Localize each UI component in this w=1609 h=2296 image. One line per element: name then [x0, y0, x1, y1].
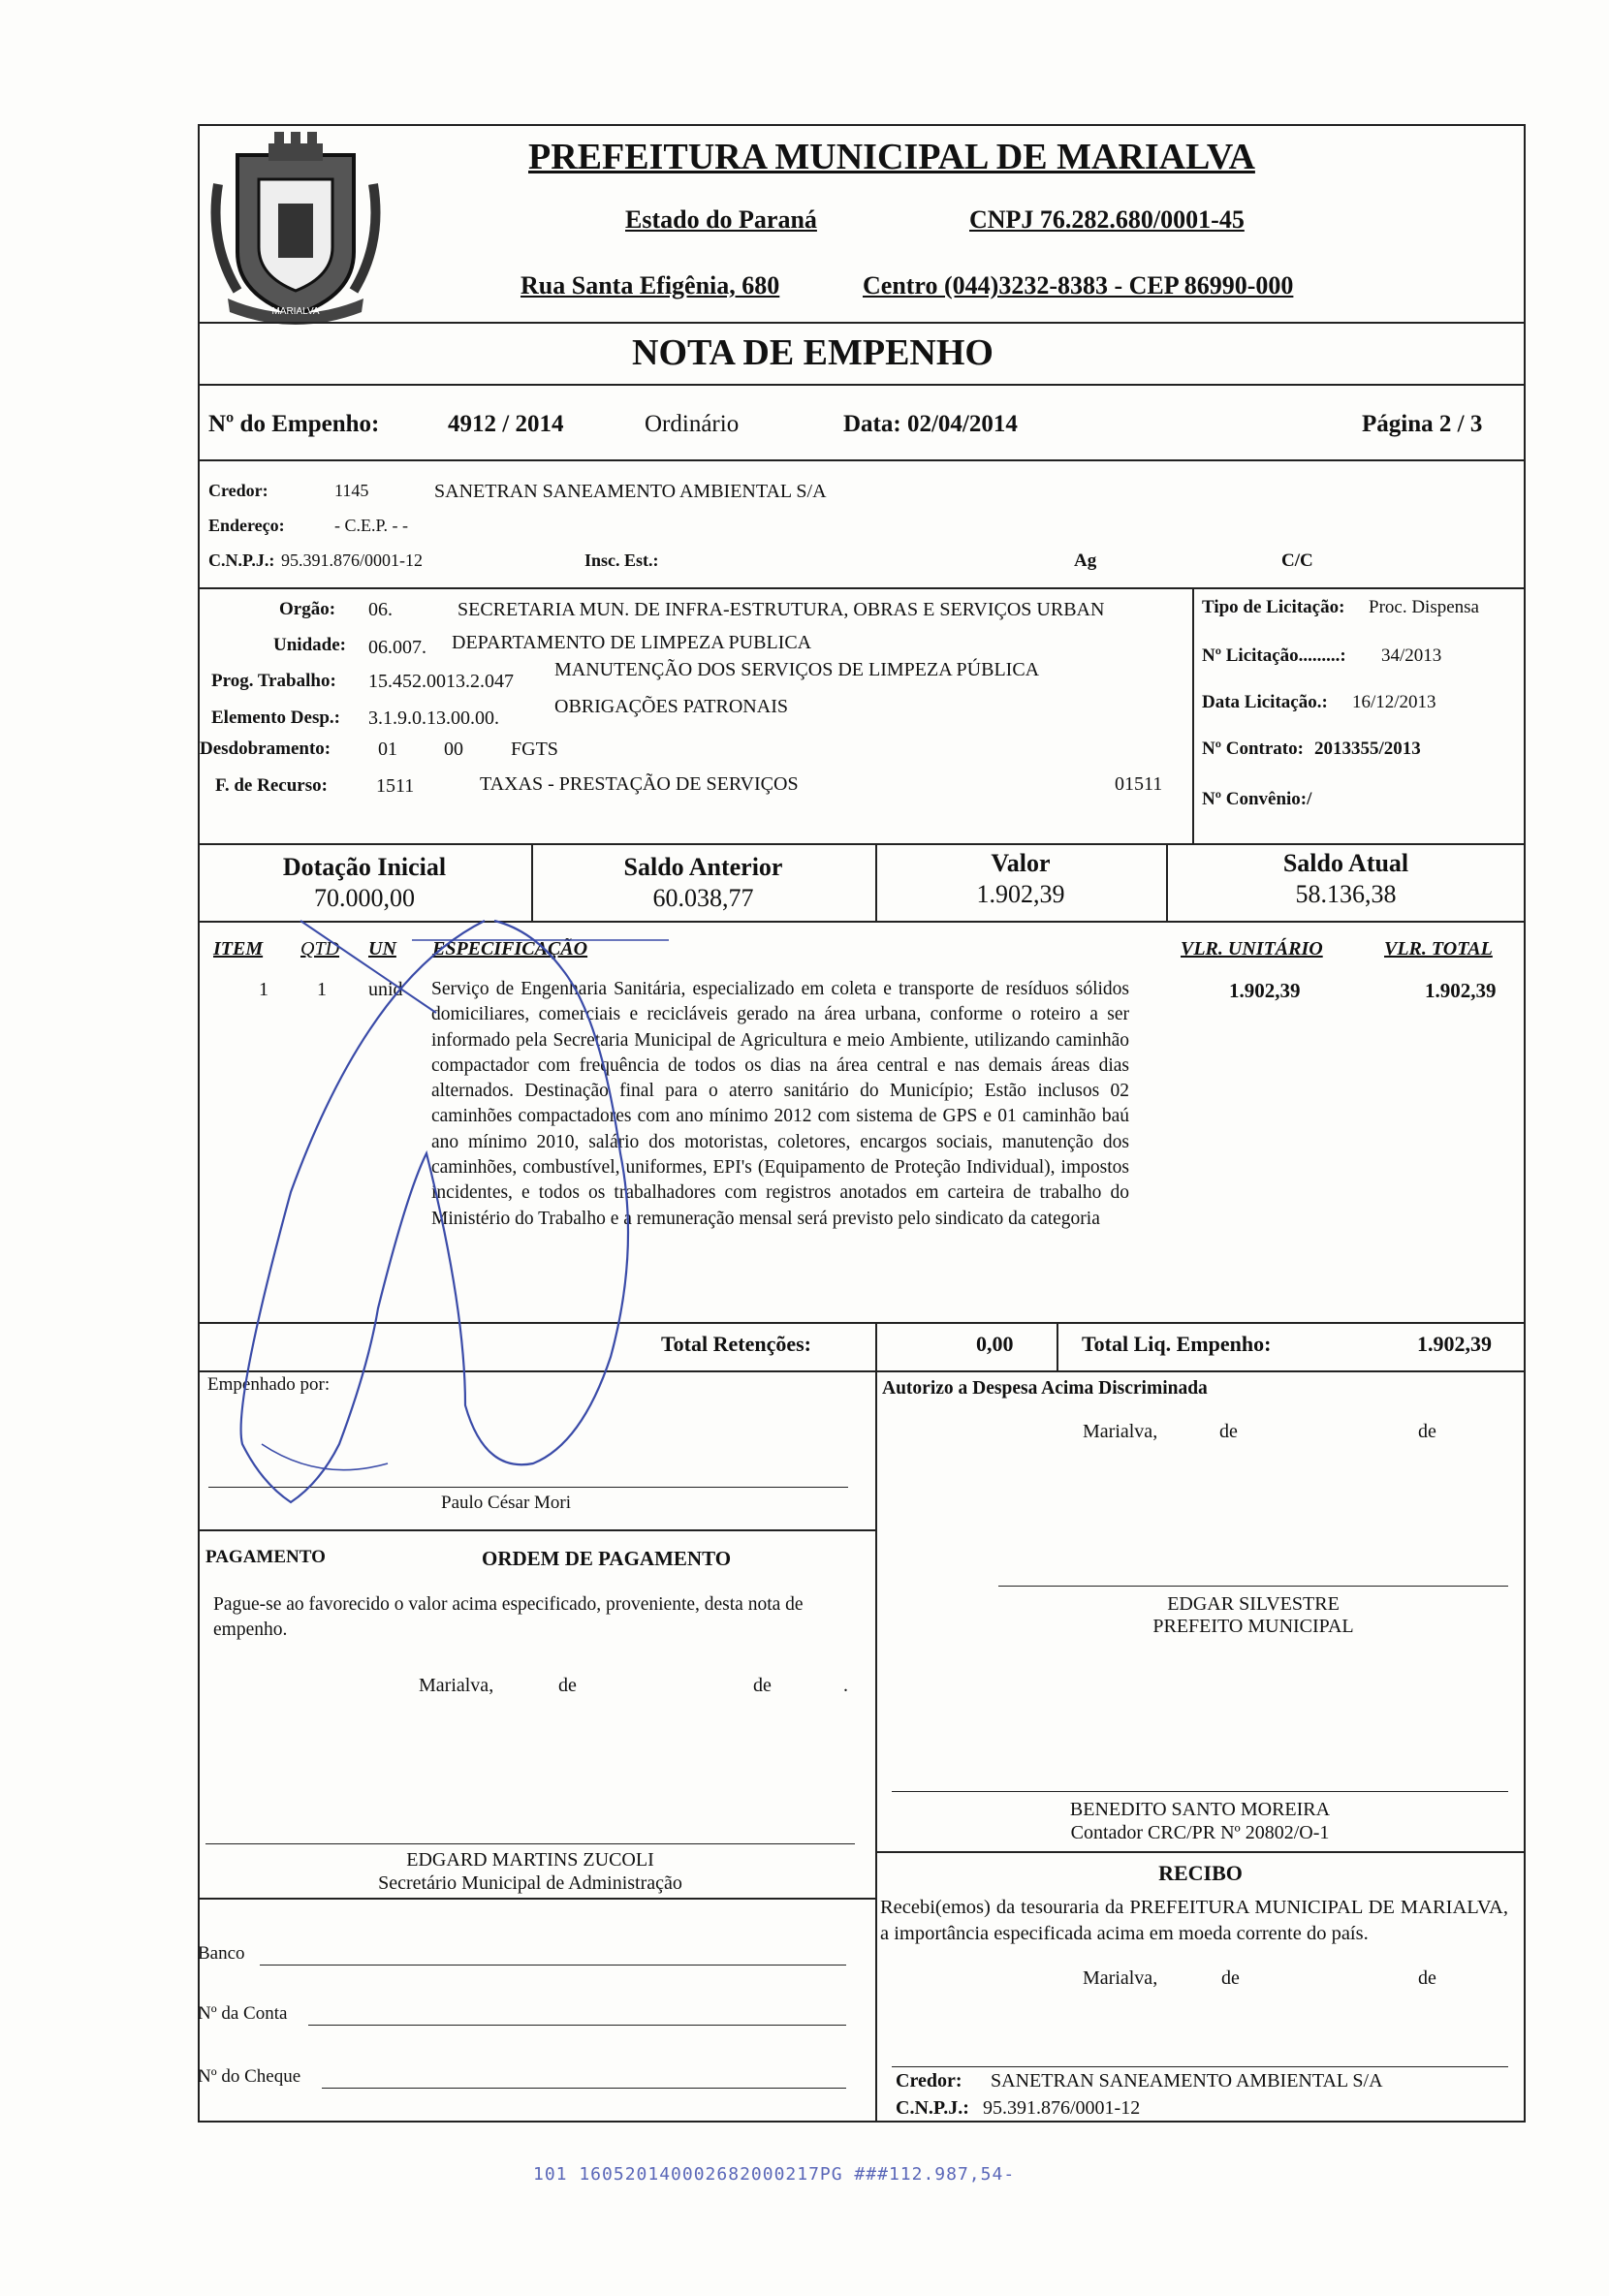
recibo-credor-value: SANETRAN SANEAMENTO AMBIENTAL S/A	[991, 2070, 1383, 2092]
cnpj-value: 95.391.876/0001-12	[281, 550, 423, 570]
pagamento-de2: de	[753, 1675, 772, 1696]
saldo-anterior-label: Saldo Anterior	[623, 853, 783, 881]
retencoes-value: 0,00	[976, 1332, 1014, 1356]
convenio-label: Nº Convênio:/	[1202, 789, 1312, 809]
ordem-pagamento-label: ORDEM DE PAGAMENTO	[482, 1547, 732, 1570]
desdob-name: FGTS	[511, 739, 558, 760]
header-address: Rua Santa Efigênia, 680	[521, 271, 780, 299]
credor-code: 1145	[334, 481, 369, 500]
autorizo-place: Marialva,	[1083, 1421, 1158, 1442]
item-vlr-unitario: 1.902,39	[1229, 979, 1301, 1002]
prog-label: Prog. Trabalho:	[211, 671, 336, 691]
tipo-licitacao-label: Tipo de Licitação:	[1202, 597, 1345, 617]
recibo-text: Recebi(emos) da tesouraria da PREFEITURA MUNICIPAL DE MARIALVA, a importância especificada acima em moeda corrente do país.	[880, 1897, 1508, 1944]
liq-label: Total Liq. Empenho:	[1082, 1332, 1272, 1356]
empenho-number: 4912 / 2014	[448, 411, 564, 437]
orgao-code: 06.	[368, 599, 393, 620]
recurso-label: F. de Recurso:	[215, 775, 328, 796]
credor-label: Credor:	[208, 481, 268, 500]
empenhado-name: Paulo César Mori	[441, 1493, 572, 1513]
tipo-licitacao-value: Proc. Dispensa	[1369, 597, 1479, 617]
document-title: NOTA DE EMPENHO	[632, 332, 994, 373]
empenhado-label: Empenhado por:	[207, 1374, 331, 1395]
address-value: - C.E.P. - -	[334, 516, 408, 535]
insc-label: Insc. Est.:	[584, 550, 659, 570]
item-description: Serviço de Engenharia Sanitária, especializado em coleta e transporte de resíduos sólidos domiciliares, comerciais e recicláveis gerado na área urbana, conforme o roteiro a ser informado pela Secretaria Municipal de Agricultura e meio Ambiente, utilizando caminhão compactador com frequência de todos os dias na área central e nas demais áreas dias alternados. Destinação final para o aterro sanitário do Município; Estão inclusos 02 caminhões compactadores com ano mínimo 2012 com sistema de GPS e 01 caminhão baú ano mínimo 2010, salário dos motoristas, coletores, encargos sociais, manutenção dos caminhões, combustível, uniformes, EPI's (Equipamento de Proteção Individual), impostos incidentes, e todos os trabalhadores com registros anotados em carteira de trabalho do Ministério do Trabalho e a remuneração mensal será previsto pelo sindicato da categoria	[431, 979, 1129, 1229]
desdob-label: Desdobramento:	[200, 739, 331, 759]
valor-label: Valor	[991, 849, 1051, 877]
col-item: ITEM	[213, 938, 264, 959]
empenho-date: Data: 02/04/2014	[843, 411, 1018, 437]
unidade-label: Unidade:	[273, 635, 346, 655]
recibo-de2: de	[1418, 1967, 1436, 1989]
elemento-label: Elemento Desp.:	[211, 708, 340, 728]
numero-licitacao-label: Nº Licitação.........:	[1202, 645, 1346, 666]
recurso-code: 1511	[376, 775, 415, 797]
credor-name: SANETRAN SANEAMENTO AMBIENTAL S/A	[434, 481, 827, 502]
retencoes-label: Total Retenções:	[661, 1332, 811, 1356]
empenho-number-label: Nº do Empenho:	[208, 411, 380, 437]
recibo-cnpj-label: C.N.P.J.:	[896, 2097, 969, 2119]
pagamento-label: PAGAMENTO	[205, 1547, 326, 1567]
header-contact: Centro (044)3232-8383 - CEP 86990-000	[863, 271, 1294, 299]
pagamento-period: .	[843, 1675, 848, 1696]
contrato-label: Nº Contrato:	[1202, 739, 1304, 759]
pagamento-de1: de	[558, 1675, 577, 1696]
valor-value: 1.902,39	[976, 880, 1065, 908]
autorizo-de1: de	[1219, 1421, 1238, 1442]
address-label: Endereço:	[208, 516, 285, 535]
autorizo-de2: de	[1418, 1421, 1436, 1442]
contrato-value: 2013355/2013	[1314, 739, 1421, 759]
unidade-name: DEPARTAMENTO DE LIMPEZA PUBLICA	[452, 632, 812, 653]
contador-name: BENEDITO SANTO MOREIRA	[1069, 1799, 1331, 1820]
recibo-place: Marialva,	[1083, 1967, 1158, 1989]
saldo-atual-value: 58.136,38	[1295, 880, 1397, 908]
contador-title: Contador CRC/PR Nº 20802/O-1	[1070, 1822, 1330, 1843]
recibo-cnpj-value: 95.391.876/0001-12	[983, 2097, 1141, 2119]
col-vlr-total: VLR. TOTAL	[1384, 938, 1493, 959]
col-un: UN	[368, 938, 396, 959]
conta-label: Nº da Conta	[198, 2003, 288, 2024]
cnpj-label: C.N.P.J.:	[208, 550, 275, 570]
item-qtd: 1	[317, 979, 327, 1000]
col-vlr-unitario: VLR. UNITÁRIO	[1181, 938, 1323, 959]
col-especificacao: ESPECIFICAÇÃO	[432, 938, 588, 959]
secretario-title: Secretário Municipal de Administração	[378, 1872, 682, 1894]
svg-text:MARIALVA: MARIALVA	[271, 306, 320, 317]
prefeito-title: PREFEITO MUNICIPAL	[1152, 1616, 1354, 1637]
autorizo-label: Autorizo a Despesa Acima Discriminada	[882, 1378, 1208, 1399]
orgao-label: Orgão:	[279, 599, 336, 619]
item-vlr-total: 1.902,39	[1425, 979, 1497, 1002]
cc-label: C/C	[1281, 550, 1313, 571]
data-licitacao-label: Data Licitação.:	[1202, 692, 1328, 712]
data-licitacao-value: 16/12/2013	[1352, 692, 1436, 712]
pagamento-text: Pague-se ao favorecido o valor acima especificado, proveniente, desta nota de empenho.	[213, 1594, 804, 1640]
secretario-name: EDGARD MARTINS ZUCOLI	[406, 1849, 654, 1871]
orgao-name: SECRETARIA MUN. DE INFRA-ESTRUTURA, OBRAS E SERVIÇOS URBAN	[457, 599, 1105, 620]
numero-licitacao-value: 34/2013	[1381, 645, 1442, 666]
dotacao-label: Dotação Inicial	[282, 853, 447, 881]
item-number: 1	[259, 979, 268, 1000]
page-title: PREFEITURA MUNICIPAL DE MARIALVA	[528, 137, 1255, 177]
unidade-code: 06.007.	[368, 637, 426, 658]
ag-label: Ag	[1074, 550, 1097, 571]
liq-value: 1.902,39	[1417, 1332, 1492, 1356]
recurso-name: TAXAS - PRESTAÇÃO DE SERVIÇOS	[480, 773, 799, 795]
prog-code: 15.452.0013.2.047	[368, 671, 514, 692]
recibo-de1: de	[1221, 1967, 1240, 1989]
coat-of-arms-logo	[199, 126, 393, 330]
recibo-credor-label: Credor:	[896, 2070, 962, 2092]
desdob-code1: 01	[378, 739, 397, 760]
saldo-anterior-value: 60.038,77	[652, 884, 754, 912]
saldo-atual-label: Saldo Atual	[1282, 849, 1409, 877]
state-name: Estado do Paraná	[625, 205, 817, 234]
recurso-code2: 01511	[1115, 773, 1163, 795]
page-number: Página 2 / 3	[1362, 411, 1483, 437]
elemento-code: 3.1.9.0.13.00.00.	[368, 708, 499, 729]
dotacao-value: 70.000,00	[314, 884, 415, 912]
prefeito-name: EDGAR SILVESTRE	[1167, 1593, 1340, 1615]
pagamento-place: Marialva,	[419, 1675, 494, 1696]
item-un: unid	[368, 979, 403, 1000]
desdob-code2: 00	[444, 739, 463, 760]
header-cnpj: CNPJ 76.282.680/0001-45	[969, 205, 1245, 234]
recibo-title: RECIBO	[1158, 1861, 1243, 1885]
prog-name: MANUTENÇÃO DOS SERVIÇOS DE LIMPEZA PÚBLICA	[554, 659, 1040, 680]
banco-label: Banco	[198, 1943, 245, 1964]
empenho-type: Ordinário	[645, 411, 740, 437]
footer-barcode-text: 101 160520140002682000217PG ###112.987,54-	[533, 2164, 1016, 2185]
handwritten-signature	[174, 901, 717, 1522]
elemento-name: OBRIGAÇÕES PATRONAIS	[554, 696, 788, 717]
col-qtd: QTD	[300, 938, 340, 959]
cheque-label: Nº do Cheque	[198, 2066, 301, 2087]
